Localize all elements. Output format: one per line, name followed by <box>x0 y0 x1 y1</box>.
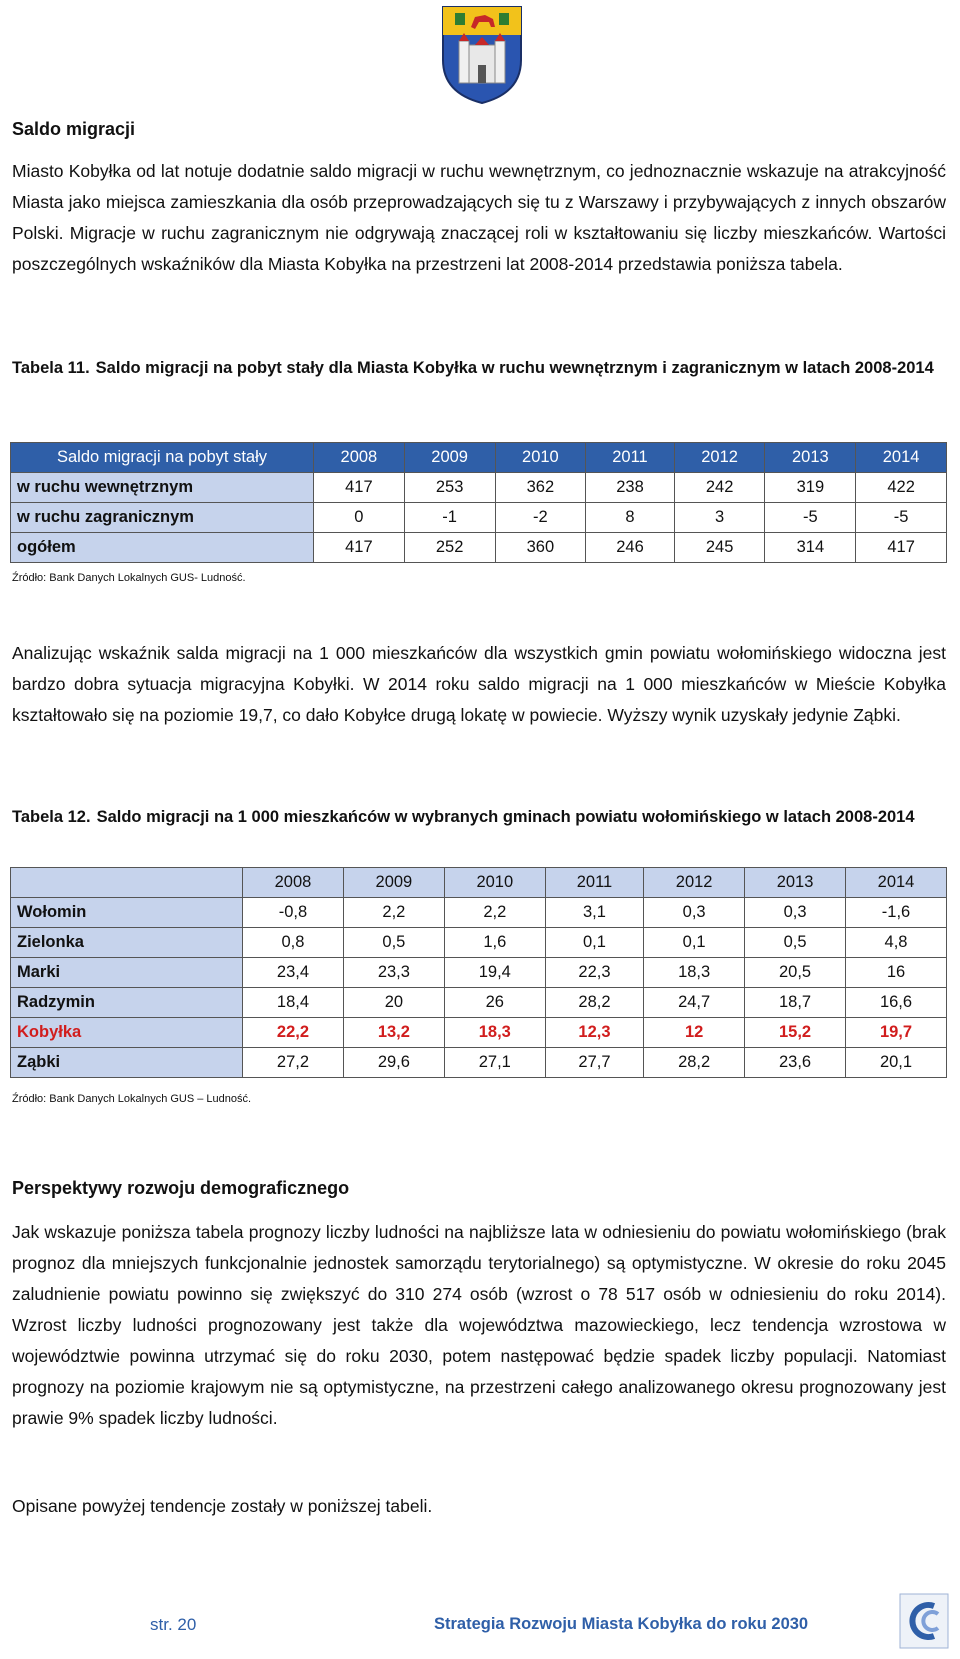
table-label: Tabela 12. <box>12 808 91 826</box>
row-label: w ruchu zagranicznym <box>11 503 314 533</box>
table-caption <box>12 805 946 829</box>
table-cell: 0,1 <box>644 928 745 958</box>
table-corner-header <box>11 868 243 898</box>
table-source: Źródło: Bank Danych Lokalnych GUS – Ludność. <box>12 1093 252 1105</box>
row-label: ogółem <box>11 533 314 563</box>
table-cell: 20,5 <box>745 958 846 988</box>
table-cell: 2,2 <box>444 898 545 928</box>
table-cell: 18,7 <box>745 988 846 1018</box>
year-header: 2012 <box>644 868 745 898</box>
table-cell: 252 <box>404 533 495 563</box>
table-row <box>11 958 947 988</box>
table-cell: 3 <box>674 503 765 533</box>
table-cell: 12 <box>644 1018 745 1048</box>
table-cell: 417 <box>314 533 405 563</box>
year-header: 2012 <box>674 443 765 473</box>
table-row <box>11 473 947 503</box>
table-row <box>11 988 947 1018</box>
table-cell: 29,6 <box>343 1048 444 1078</box>
table-cell: 3,1 <box>545 898 643 928</box>
year-header: 2010 <box>444 868 545 898</box>
paragraph: Miasto Kobyłka od lat notuje dodatnie saldo migracji w ruchu wewnętrznym, co jednoznacznie wskazuje na atrakcyjność Miasta jako miejsca zamieszkania dla osób przeprowadzających się tu z Warszawy i przybywających z innych obszarów Polski. Migracje w ruchu zagranicznym nie odgrywają znaczącej roli w kształtowaniu się liczby mieszkańców. Wartości poszczególnych wskaźników dla Miasta Kobyłka na przestrzeni lat 2008-2014 przedstawia poniższa tabela. <box>12 161 946 274</box>
table-row-highlighted <box>11 1018 947 1048</box>
row-label: Wołomin <box>11 898 243 928</box>
table-cell: 13,2 <box>343 1018 444 1048</box>
table-cell: 23,4 <box>243 958 344 988</box>
table-cell: 238 <box>586 473 674 503</box>
table-cell: 2,2 <box>343 898 444 928</box>
table-cell: -5 <box>765 503 856 533</box>
table-caption <box>12 356 946 380</box>
table-cell: 20,1 <box>846 1048 947 1078</box>
row-label: Marki <box>11 958 243 988</box>
footer-title: Strategia Rozwoju Miasta Kobyłka do roku 2030 <box>434 1615 809 1633</box>
year-header: 2013 <box>745 868 846 898</box>
table-cell: 360 <box>495 533 586 563</box>
table-cell: 8 <box>586 503 674 533</box>
table-cell: 28,2 <box>545 988 643 1018</box>
table-cell: 417 <box>856 533 947 563</box>
table-cell: 242 <box>674 473 765 503</box>
table-cell: -1 <box>404 503 495 533</box>
table-cell: -2 <box>495 503 586 533</box>
table-row <box>11 928 947 958</box>
table-cell: 27,7 <box>545 1048 643 1078</box>
table-cell: 0,1 <box>545 928 643 958</box>
table-cell: 18,4 <box>243 988 344 1018</box>
table-cell: 27,1 <box>444 1048 545 1078</box>
table-cell: 15,2 <box>745 1018 846 1048</box>
table-cell: 4,8 <box>846 928 947 958</box>
table-cell: 253 <box>404 473 495 503</box>
table-cell: 12,3 <box>545 1018 643 1048</box>
strategy-logo-icon <box>898 1592 950 1650</box>
year-header: 2008 <box>314 443 405 473</box>
table-cell: 18,3 <box>644 958 745 988</box>
year-header: 2009 <box>343 868 444 898</box>
migration-rate-table <box>10 867 947 1078</box>
table-cell: -1,6 <box>846 898 947 928</box>
table-cell: 1,6 <box>444 928 545 958</box>
coat-of-arms-icon <box>441 5 523 105</box>
table-cell: 0 <box>314 503 405 533</box>
table-cell: 16 <box>846 958 947 988</box>
table-corner-header: Saldo migracji na pobyt stały <box>11 443 314 473</box>
table-row <box>11 898 947 928</box>
table-cell: 20 <box>343 988 444 1018</box>
row-label: Zielonka <box>11 928 243 958</box>
table-cell: -5 <box>856 503 947 533</box>
table-cell: 0,5 <box>745 928 846 958</box>
year-header: 2013 <box>765 443 856 473</box>
migration-table <box>10 442 947 563</box>
section-heading: Saldo migracji <box>12 119 136 139</box>
table-header-row <box>11 868 947 898</box>
year-header: 2011 <box>545 868 643 898</box>
table-cell: 19,7 <box>846 1018 947 1048</box>
row-label: w ruchu wewnętrznym <box>11 473 314 503</box>
paragraph: Analizując wskaźnik salda migracji na 1 000 mieszkańców dla wszystkich gmin powiatu wołomińskiego widoczna jest bardzo dobra sytuacja migracyjna Kobyłki. W 2014 roku saldo migracji na 1 000 mieszkańców w Mieście Kobyłka kształtowało się na poziomie 19,7, co dało Kobyłce drugą lokatę w powiecie. Wyższy wynik uzyskały jedynie Ząbki. <box>12 643 946 725</box>
table-row <box>11 533 947 563</box>
table-cell: 28,2 <box>644 1048 745 1078</box>
table-caption-text: Saldo migracji na pobyt stały dla Miasta Kobyłka w ruchu wewnętrznym i zagranicznym w latach 2008-2014 <box>95 359 934 377</box>
table-cell: 23,6 <box>745 1048 846 1078</box>
section-heading: Perspektywy rozwoju demograficznego <box>12 1178 350 1198</box>
year-header: 2009 <box>404 443 495 473</box>
table-cell: 417 <box>314 473 405 503</box>
year-header: 2014 <box>846 868 947 898</box>
table-cell: 246 <box>586 533 674 563</box>
table-source: Źródło: Bank Danych Lokalnych GUS- Ludność. <box>12 572 246 584</box>
table-cell: 18,3 <box>444 1018 545 1048</box>
table-header-row <box>11 443 947 473</box>
table-cell: 362 <box>495 473 586 503</box>
table-cell: 23,3 <box>343 958 444 988</box>
table-row <box>11 1048 947 1078</box>
table-cell: 16,6 <box>846 988 947 1018</box>
table-cell: 0,8 <box>243 928 344 958</box>
table-cell: 19,4 <box>444 958 545 988</box>
table-cell: 0,3 <box>745 898 846 928</box>
table-row <box>11 503 947 533</box>
table-cell: -0,8 <box>243 898 344 928</box>
table-cell: 314 <box>765 533 856 563</box>
table-cell: 27,2 <box>243 1048 344 1078</box>
row-label: Kobyłka <box>11 1018 243 1048</box>
table-cell: 0,5 <box>343 928 444 958</box>
table-cell: 0,3 <box>644 898 745 928</box>
year-header: 2014 <box>856 443 947 473</box>
year-header: 2010 <box>495 443 586 473</box>
table-cell: 245 <box>674 533 765 563</box>
table-cell: 24,7 <box>644 988 745 1018</box>
table-cell: 22,2 <box>243 1018 344 1048</box>
year-header: 2011 <box>586 443 674 473</box>
row-label: Ząbki <box>11 1048 243 1078</box>
closing-paragraph: Opisane powyżej tendencje zostały w poniższej tabeli. <box>12 1496 433 1516</box>
table-label: Tabela 11. <box>12 359 90 377</box>
table-cell: 319 <box>765 473 856 503</box>
table-cell: 422 <box>856 473 947 503</box>
paragraph: Jak wskazuje poniższa tabela prognozy liczby ludności na najbliższe lata w odniesieniu do powiatu wołomińskiego (brak prognoz dla mniejszych funkcjonalnie jednostek samorządu terytorialnego) są optymistyczne. W okresie do roku 2045 zaludnienie powiatu powinno się zwiększyć do 310 274 osób (wzrost o 78 517 osób w odniesieniu do roku 2014). Wzrost liczby ludności prognozowany jest także dla województwa mazowieckiego, lecz tendencja wzrostowa w województwie powinna utrzymać się do roku 2030, potem następować będzie spadek liczby populacji. Natomiast prognozy na poziomie krajowym nie są optymistyczne, na przestrzeni całego analizowanego okresu prognozowany jest prawie 9% spadek liczby ludności. <box>12 1222 946 1428</box>
table-cell: 26 <box>444 988 545 1018</box>
table-caption-text: Saldo migracji na 1 000 mieszkańców w wybranych gminach powiatu wołomińskiego w latach 2008-2014 <box>96 808 915 826</box>
page-number: str. 20 <box>150 1615 197 1634</box>
row-label: Radzymin <box>11 988 243 1018</box>
table-cell: 22,3 <box>545 958 643 988</box>
year-header: 2008 <box>243 868 344 898</box>
